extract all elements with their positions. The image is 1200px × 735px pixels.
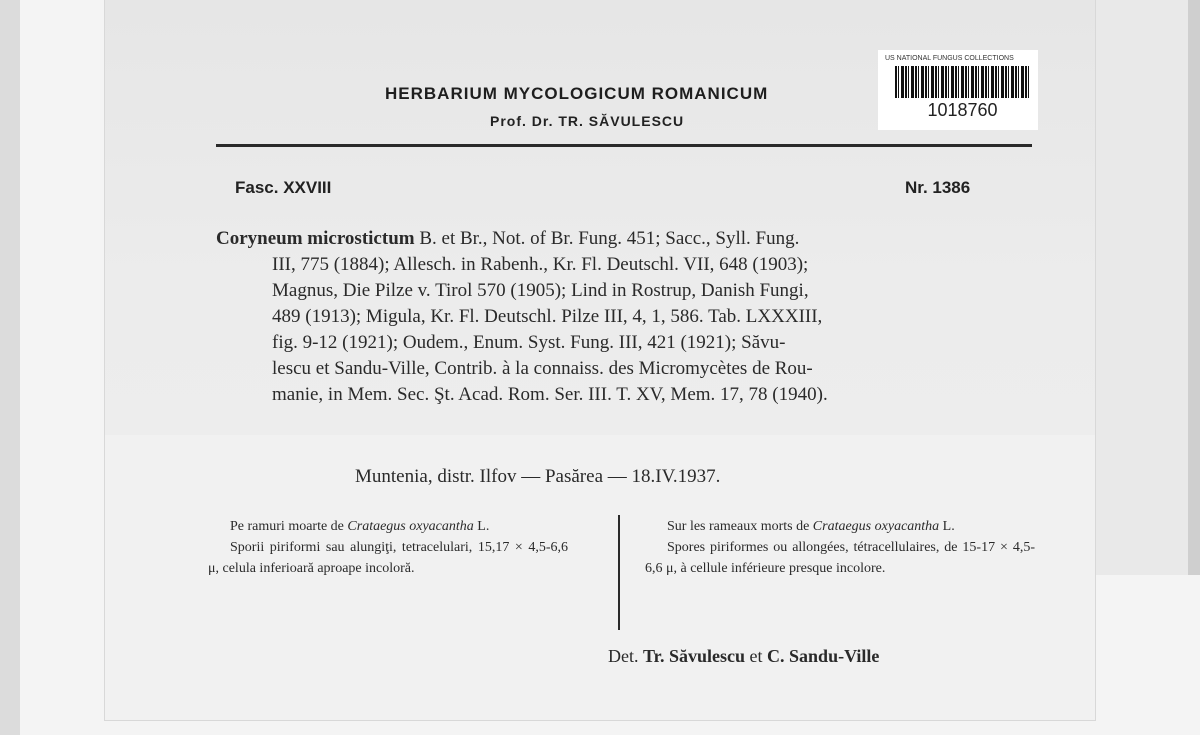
citation-text: B. et Br., Not. of Br. Fung. 451; Sacc., Syll. Fung.: [414, 228, 800, 249]
citation-line: 489 (1913); Migula, Kr. Fl. Deutschl. Pilze III, 4, 1, 586. Tab. LXXXIII,: [272, 306, 823, 327]
determiner-name: C. Sandu-Ville: [767, 646, 880, 666]
det-prefix: Det.: [608, 646, 639, 666]
determiner-name: Tr. Săvulescu: [643, 646, 746, 666]
scan-background-left: [0, 0, 20, 735]
fascicle-label: Fasc. XXVIII: [235, 178, 332, 197]
citation-line: Magnus, Die Pilze v. Tirol 570 (1905); Lind in Rostrup, Danish Fungi,: [272, 280, 809, 301]
species-name: Coryneum microstictum: [216, 228, 415, 249]
herbarium-curator: Prof. Dr. TR. SĂVULESCU: [490, 113, 685, 129]
citation-line: manie, in Mem. Sec. Şt. Acad. Rom. Ser. III. T. XV, Mem. 17, 78 (1940).: [272, 384, 828, 405]
citation-line: lescu et Sandu-Ville, Contrib. à la connaiss. des Micromycètes de Rou-: [272, 358, 813, 379]
barcode-caption: US NATIONAL FUNGUS COLLECTIONS: [885, 55, 1014, 62]
scan-background-right: [1095, 0, 1200, 575]
barcode-number: 1018760: [927, 100, 998, 120]
host-description: Pe ramuri moarte de Crataegus oxyacantha L.: [230, 519, 490, 534]
herbarium-title: HERBARIUM MYCOLOGICUM ROMANICUM: [385, 84, 769, 103]
species-citation: [216, 226, 1036, 408]
romanian-description: [208, 516, 568, 579]
collection-locality: Muntenia, distr. Ilfov — Pasărea — 18.IV.1937.: [355, 466, 721, 487]
spore-description: Spores piriformes ou allongées, tétracellulaires, de 15-17 × 4,5-6,6 μ, à cellule inférieure presque incolore.: [645, 540, 1035, 576]
citation-line: [216, 226, 1036, 252]
determiner-line: [608, 646, 879, 667]
host-name: Crataegus oxyacantha: [812, 519, 940, 534]
barcode-icon: [895, 66, 1030, 98]
det-conjunction: et: [749, 646, 763, 666]
scan-background-edge: [1188, 0, 1200, 575]
citation-line: fig. 9-12 (1921); Oudem., Enum. Syst. Fung. III, 421 (1921); Săvu-: [272, 332, 786, 353]
header-divider: [216, 144, 1032, 147]
specimen-number: Nr. 1386: [905, 178, 971, 197]
host-description: Sur les rameaux morts de Crataegus oxyacantha L.: [667, 519, 955, 534]
french-description: [645, 516, 1035, 579]
host-name: Crataegus oxyacantha: [347, 519, 474, 534]
column-divider: [618, 515, 620, 630]
spore-description: Sporii piriformi sau alungiţi, tetracelulari, 15,17 × 4,5-6,6 μ, celula inferioară aproape incoloră.: [208, 540, 568, 576]
citation-line: III, 775 (1884); Allesch. in Rabenh., Kr. Fl. Deutschl. VII, 648 (1903);: [272, 254, 809, 275]
